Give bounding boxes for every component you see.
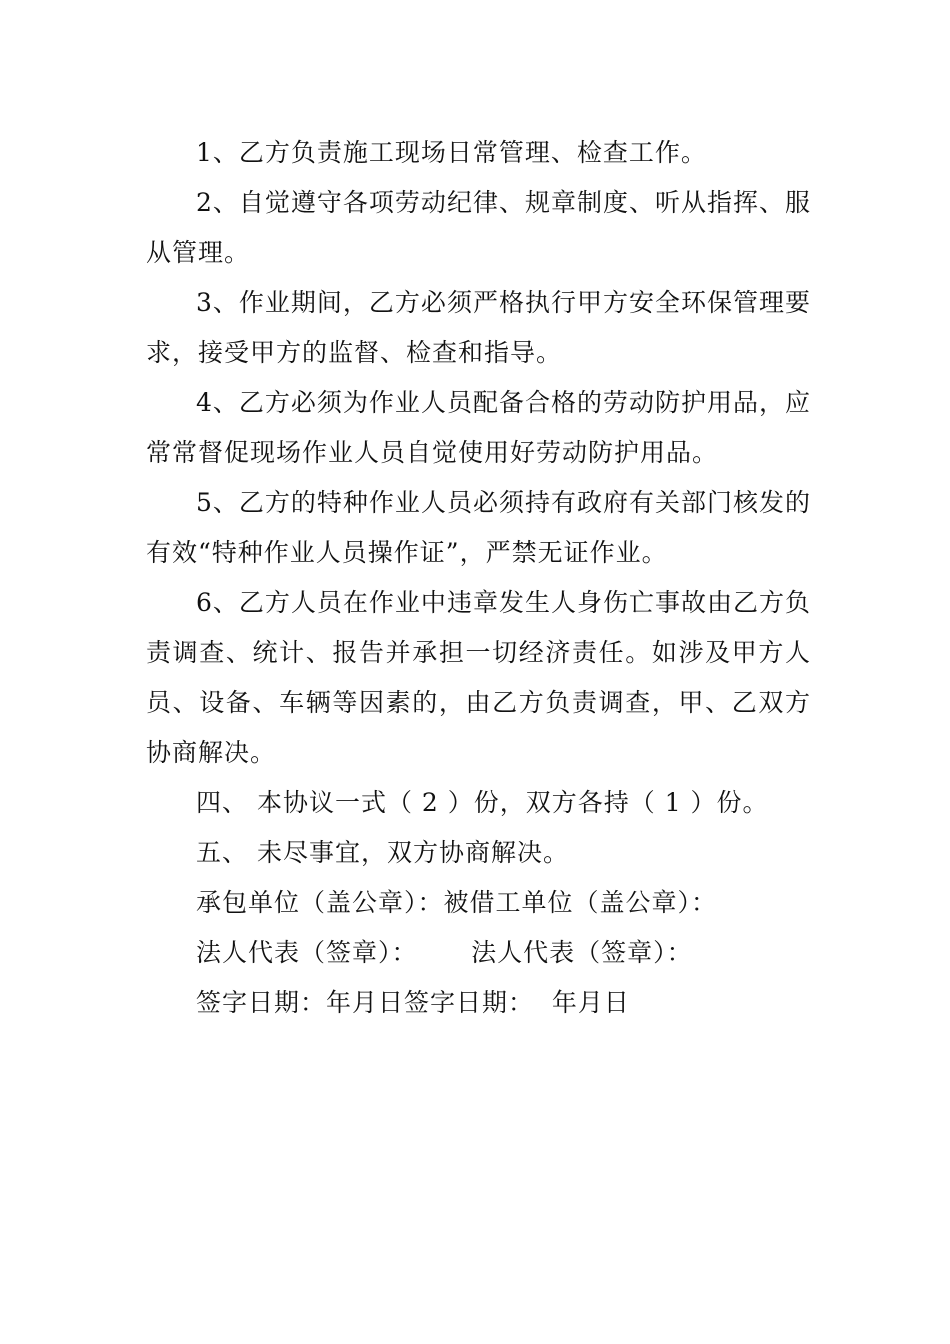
section-four: 四、 本协议一式（ 2 ）份，双方各持（ 1 ）份。 xyxy=(196,788,769,817)
signature-unit-line: 承包单位（盖公章）：被借工单位（盖公章）： xyxy=(196,888,718,917)
clause-5: 5、乙方的特种作业人员必须持有政府有关部门核发的有效“特种作业人员操作证”，严禁无证作业。 xyxy=(146,488,811,567)
clause-3: 3、作业期间，乙方必须严格执行甲方安全环保管理要求，接受甲方的监督、检查和指导。 xyxy=(146,288,811,367)
clause-1: 1、乙方负责施工现场日常管理、检查工作。 xyxy=(196,138,707,167)
signature-representative-line: 法人代表（签章）： 法人代表（签章）： xyxy=(196,938,693,967)
document-body xyxy=(146,128,811,1028)
clause-6: 6、乙方人员在作业中违章发生人身伤亡事故由乙方负责调查、统计、报告并承担一切经济责任。如涉及甲方人员、设备、车辆等因素的，由乙方负责调查，甲、乙双方协商解决。 xyxy=(146,588,811,767)
signature-date-line: 签字日期：年月日签字日期： 年月日 xyxy=(196,988,630,1017)
clause-4: 4、乙方必须为作业人员配备合格的劳动防护用品，应常常督促现场作业人员自觉使用好劳动防护用品。 xyxy=(146,388,811,467)
section-five: 五、 未尽事宜，双方协商解决。 xyxy=(196,838,569,867)
clause-2: 2、自觉遵守各项劳动纪律、规章制度、听从指挥、服从管理。 xyxy=(146,188,811,267)
